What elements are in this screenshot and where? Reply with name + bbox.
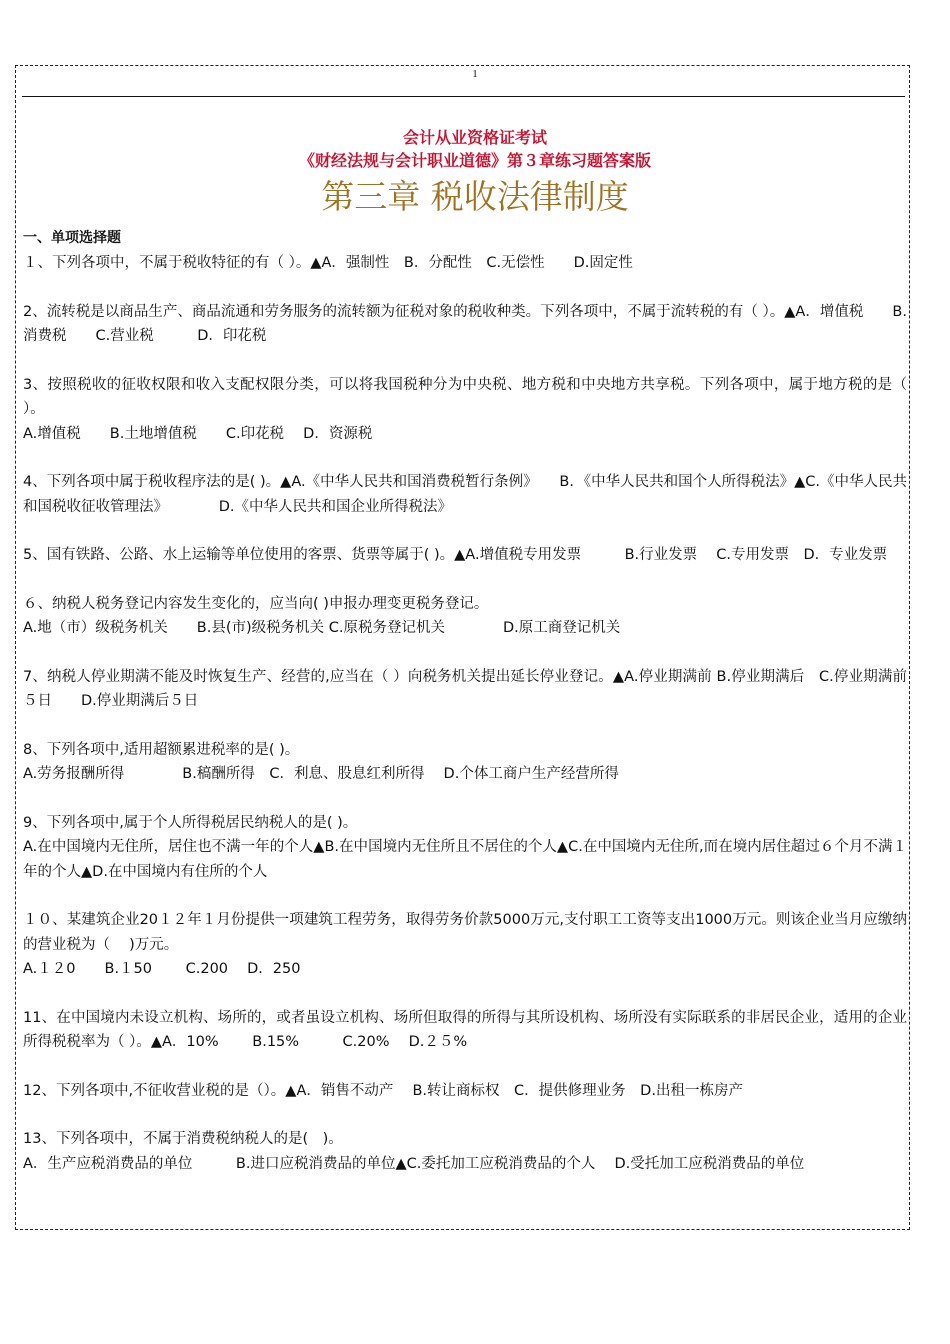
question-content	[23, 227, 907, 1200]
question-line: A.增值税 B.土地增值税 C.印花税 D．资源税	[23, 425, 373, 442]
question-line: 5、国有铁路、公路、水上运输等单位使用的客票、货票等属于( )。▲A.增值税专用发票 B.行业发票 C.专用发票 D．专业发票	[23, 547, 888, 563]
question-line: 3、按照税收的征收权限和收入支配权限分类，可以将我国税种分为中央税、地方税和中央地方共享税。下列各项中，属于地方税的是（ ）。	[23, 376, 907, 417]
question-line: 11、在中国境内未设立机构、场所的，或者虽设立机构、场所但取得的所得与其所设机构、场所没有实际联系的非居民企业，适用的企业所得税税率为（ ）。▲A．10% B.15% C.20% D.２５%	[23, 1009, 907, 1050]
question-line: A.１２0 B.１50 C.200 D．250	[23, 961, 301, 977]
question-line: A.地（市）级税务机关 B.县(市)级税务机关 C.原税务登记机关 D.原工商登记机关	[23, 620, 621, 636]
question-item	[23, 811, 907, 885]
question-line: 4、下列各项中属于税收程序法的是( )。▲A.《中华人民共和国消费税暂行条例》 B．《中华人民共和国个人所得税法》▲C.《中华人民共和国税收征收管理法》 D.《中华人民共和国企业所得税法》	[23, 474, 907, 515]
page-number: 1	[472, 68, 478, 80]
question-line: 13、下列各项中，不属于消费税纳税人的是( )。	[23, 1131, 343, 1147]
question-item	[23, 665, 907, 714]
section-heading: 一、单项选择题	[23, 230, 121, 246]
question-list	[23, 251, 907, 1176]
question-line: A.劳务报酬所得 B.稿酬所得 C．利息、股息红利所得 D.个体工商户生产经营所得	[23, 766, 619, 782]
question-item	[23, 908, 907, 982]
question-line: A．生产应税消费品的单位 B.进口应税消费品的单位▲C.委托加工应税消费品的个人 D.受托加工应税消费品的单位	[23, 1155, 805, 1172]
question-item	[23, 470, 907, 519]
question-line: 2、流转税是以商品生产、商品流通和劳务服务的流转额为征税对象的税收种类。下列各项中，不属于流转税的有（ ）。▲A．增值税 B.消费税 C.营业税 D．印花税	[23, 303, 907, 344]
question-item	[23, 1006, 907, 1055]
question-line: A.在中国境内无住所，居住也不满一年的个人▲B.在中国境内无住所且不居住的个人▲C.在中国境内无住所,而在境内居住超过６个月不满１年的个人▲D.在中国境内有住所的个人	[23, 839, 907, 880]
question-item	[23, 1127, 907, 1176]
title-subject: 《财经法规与会计职业道德》第３章练习题答案版	[298, 151, 651, 170]
question-line: １０、某建筑企业20１２年１月份提供一项建筑工程劳务，取得劳务价款5000万元,支付职工工资等支出1000万元。则该企业当月应缴纳的营业税为（ )万元。	[23, 912, 907, 953]
question-line: ６、纳税人税务登记内容发生变化的，应当向( )申报办理变更税务登记。	[23, 595, 489, 612]
question-item	[23, 543, 907, 568]
header-rule	[22, 96, 905, 97]
title-exam: 会计从业资格证考试	[402, 128, 547, 147]
title-block	[0, 126, 950, 220]
question-item	[23, 592, 907, 641]
question-item	[23, 1079, 907, 1104]
question-item	[23, 738, 907, 787]
question-line: 12、下列各项中,不征收营业税的是（）。▲A．销售不动产 B.转让商标权 C．提供修理业务 D.出租一栋房产	[23, 1082, 743, 1099]
chapter-title: 第三章 税收法律制度	[321, 177, 629, 216]
question-item	[23, 251, 907, 276]
question-line: 7、纳税人停业期满不能及时恢复生产、经营的,应当在（ ）向税务机关提出延长停业登记。▲A.停业期满前 B.停业期满后 C.停业期满前５日 D.停业期满后５日	[23, 668, 907, 709]
question-line: 8、下列各项中,适用超额累进税率的是( )。	[23, 741, 300, 758]
question-item	[23, 373, 907, 447]
question-line: １、下列各项中，不属于税收特征的有（ ）。▲A．强制性 B．分配性 C.无偿性 D.固定性	[23, 255, 633, 271]
question-item	[23, 300, 907, 349]
question-line: 9、下列各项中,属于个人所得税居民纳税人的是( )。	[23, 814, 358, 831]
